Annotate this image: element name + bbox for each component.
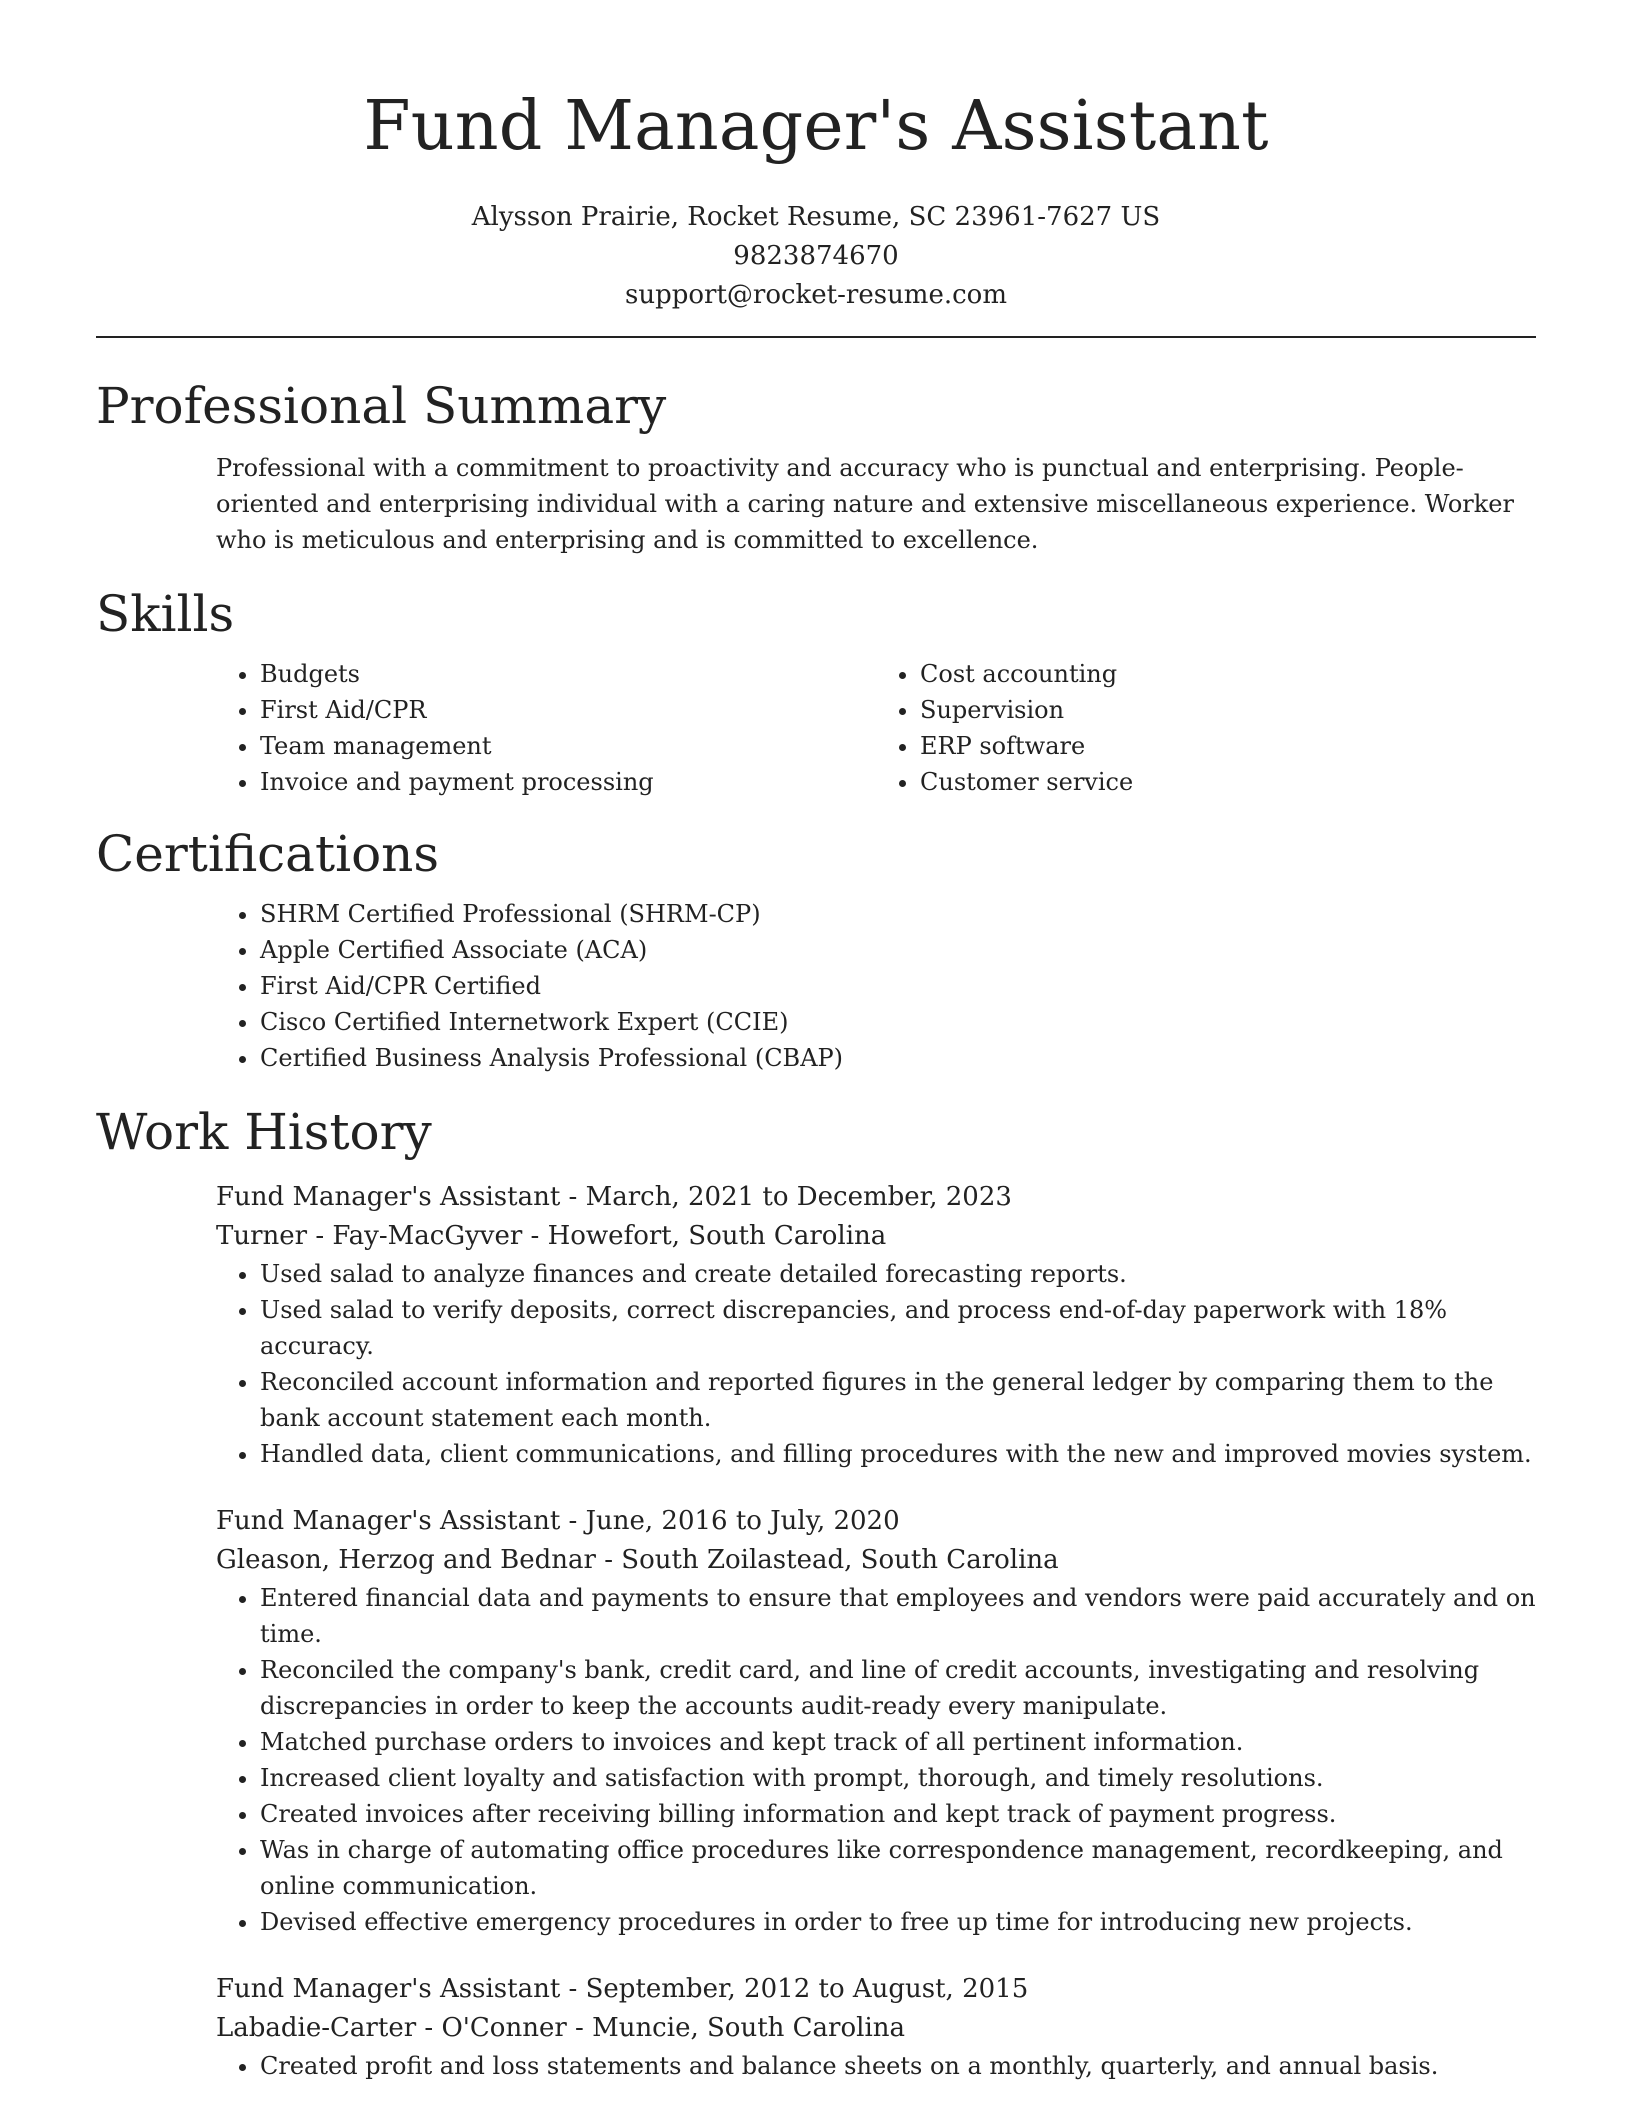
skill-item: • Budgets	[260, 656, 876, 692]
job-bullet: • Reconciled account information and reported figures in the general ledger by comparing them to the bank account statement each month.	[260, 1364, 1536, 1436]
job-title-line: Fund Manager's Assistant - June, 2016 to July, 2020	[216, 1506, 900, 1536]
work-history-heading: Work History	[96, 1103, 432, 1161]
job-bullet: • Increased client loyalty and satisfaction with prompt, thorough, and timely resolutions.	[260, 1760, 1536, 1796]
job-bullet: • Used salad to analyze finances and create detailed forecasting reports.	[260, 1256, 1536, 1292]
certification-item: • Certified Business Analysis Professional (CBAP)	[260, 1040, 1536, 1076]
contact-address: Alysson Prairie, Rocket Resume, SC 23961-7627 US	[471, 202, 1161, 232]
skills-column-right	[876, 656, 1536, 800]
job-title-line: Fund Manager's Assistant - September, 2012 to August, 2015	[216, 1974, 1029, 2004]
job-bullet: • Handled data, client communications, and filling procedures with the new and improved movies system.	[260, 1436, 1536, 1472]
skill-item: • Team management	[260, 728, 876, 764]
contact-phone: 9823874670	[733, 241, 899, 271]
job-title-line: Fund Manager's Assistant - March, 2021 to December, 2023	[216, 1182, 1012, 1212]
job-bullets	[216, 2048, 1536, 2084]
job-bullet: • Devised effective emergency procedures in order to free up time for introducing new projects.	[260, 1904, 1536, 1940]
job-bullet: • Was in charge of automating office procedures like correspondence management, recordkeeping, and online communication.	[260, 1832, 1536, 1904]
job-entry	[96, 1178, 1536, 1472]
job-bullet: • Matched purchase orders to invoices and kept track of all pertinent information.	[260, 1724, 1536, 1760]
skill-item: • Supervision	[920, 692, 1536, 728]
skill-item: • ERP software	[920, 728, 1536, 764]
certifications-heading: Certifications	[96, 825, 440, 883]
job-bullet: • Reconciled the company's bank, credit card, and line of credit accounts, investigating and resolving discrepancies in order to keep the accounts audit-ready every manipulate.	[260, 1652, 1536, 1724]
job-bullets	[216, 1580, 1536, 1940]
contact-email: support@rocket-resume.com	[624, 280, 1007, 310]
skill-item: • First Aid/CPR	[260, 692, 876, 728]
job-company-line: Gleason, Herzog and Bednar - South Zoilastead, South Carolina	[216, 1545, 1059, 1575]
contact-info	[96, 198, 1536, 315]
skills-column-left	[216, 656, 876, 800]
header-divider	[96, 336, 1536, 338]
resume-name: Fund Manager's Assistant	[363, 87, 1269, 166]
summary-text: Professional with a commitment to proactivity and accuracy who is punctual and enterprising. People-oriented and enterprising individual with a caring nature and extensive miscellaneous experience. Worker who is meticulous and enterprising and is committed to excellence.	[216, 454, 1514, 554]
job-bullet: • Created profit and loss statements and balance sheets on a monthly, quarterly, and annual basis.	[260, 2048, 1536, 2084]
summary-heading: Professional Summary	[96, 377, 667, 435]
job-entry	[96, 1970, 1536, 2084]
job-bullet: • Created invoices after receiving billing information and kept track of payment progress.	[260, 1796, 1536, 1832]
skill-item: • Customer service	[920, 764, 1536, 800]
job-entry	[96, 1502, 1536, 1940]
certification-item: • Apple Certified Associate (ACA)	[260, 932, 1536, 968]
job-company-line: Turner - Fay-MacGyver - Howefort, South Carolina	[216, 1221, 887, 1251]
skills-heading: Skills	[96, 585, 235, 643]
job-bullet: • Entered financial data and payments to ensure that employees and vendors were paid accurately and on time.	[260, 1580, 1536, 1652]
certification-item: • Cisco Certified Internetwork Expert (CCIE)	[260, 1004, 1536, 1040]
certification-item: • SHRM Certified Professional (SHRM-CP)	[260, 896, 1536, 932]
skill-item: • Cost accounting	[920, 656, 1536, 692]
job-bullet: • Used salad to verify deposits, correct discrepancies, and process end-of-day paperwork with 18% accuracy.	[260, 1292, 1536, 1364]
skill-item: • Invoice and payment processing	[260, 764, 876, 800]
skills-list	[96, 656, 1536, 800]
certification-item: • First Aid/CPR Certified	[260, 968, 1536, 1004]
job-bullets	[216, 1256, 1536, 1472]
certifications-list	[96, 896, 1536, 1076]
job-company-line: Labadie-Carter - O'Conner - Muncie, South Carolina	[216, 2013, 905, 2043]
